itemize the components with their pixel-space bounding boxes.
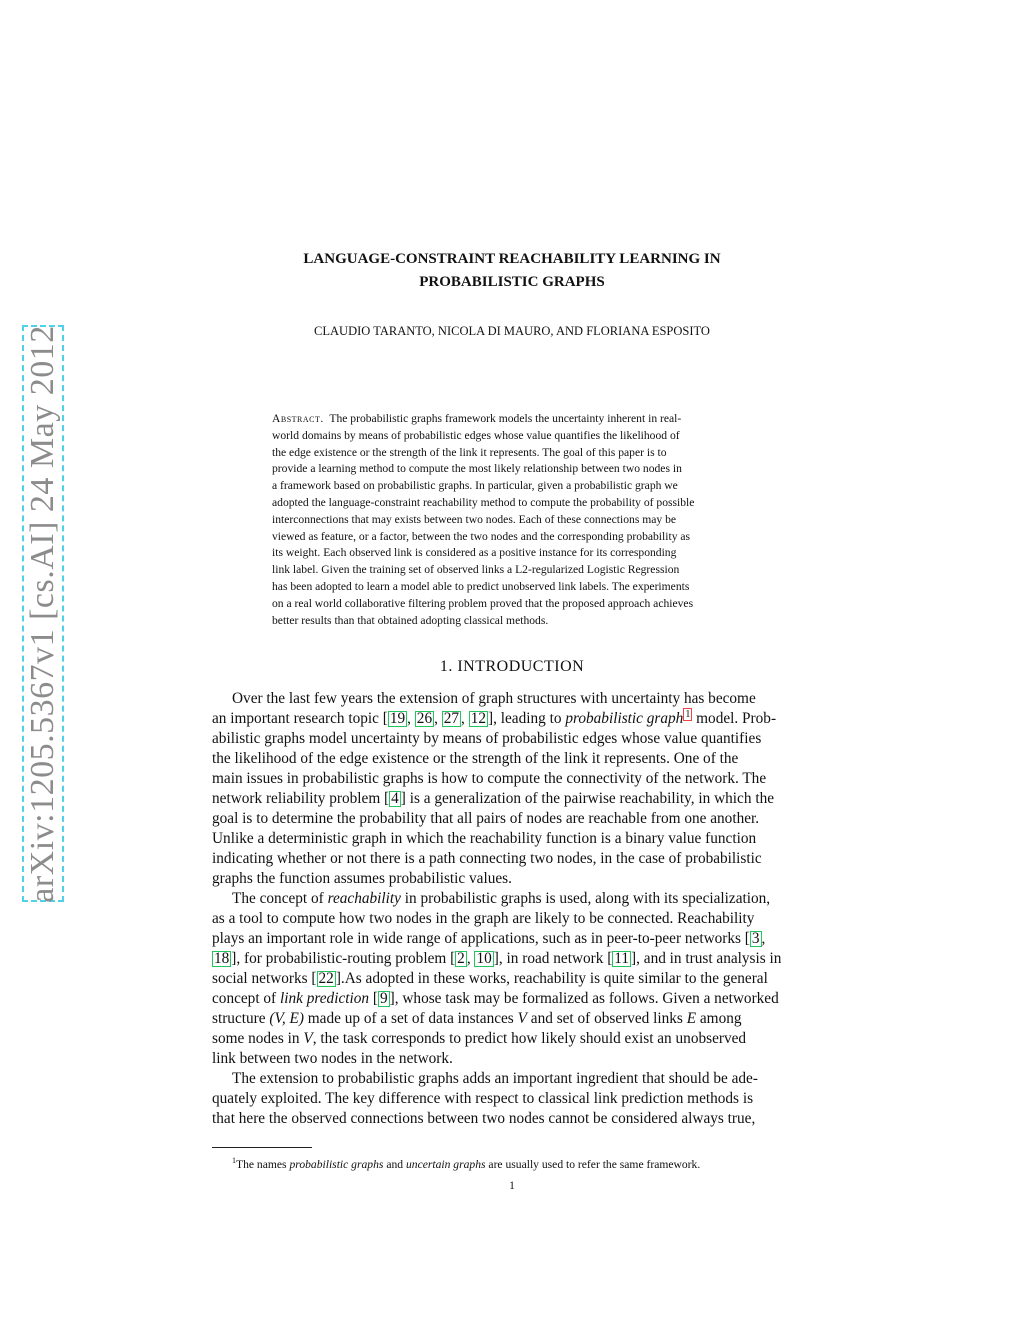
abstract-line: world domains by means of probabilistic edges whose value quantifies the likelihood of bbox=[272, 428, 680, 442]
text-line: The extension to probabilistic graphs adds an important ingredient that should be ade- bbox=[232, 1070, 758, 1087]
section-heading bbox=[212, 658, 812, 676]
text-span: ] is a generalization of the pairwise reachability, in which the bbox=[400, 790, 775, 807]
citation-link[interactable]: 2 bbox=[457, 950, 465, 967]
footnote-text: and bbox=[386, 1157, 404, 1171]
section-title: INTRODUCTION bbox=[457, 658, 585, 675]
text-span: reachability bbox=[327, 890, 401, 907]
text-line: Over the last few years the extension of graph structures with uncertainty has become bbox=[232, 690, 756, 707]
text-span: social networks [ bbox=[212, 970, 317, 987]
paper-title bbox=[212, 248, 812, 294]
citation-link[interactable]: 18 bbox=[214, 950, 230, 967]
text-line bbox=[212, 1009, 813, 1029]
text-span: link prediction bbox=[279, 990, 370, 1007]
math-span: (V, E) bbox=[269, 1010, 304, 1027]
citation-link[interactable]: 10 bbox=[476, 950, 492, 967]
abstract-line: provide a learning method to compute the most likely relationship between two nodes in bbox=[272, 462, 682, 476]
text-span: ], in road network [ bbox=[493, 950, 613, 967]
abstract-line: adopted the language-constraint reachability method to compute the probability of possible bbox=[272, 495, 695, 509]
footnote-divider bbox=[212, 1147, 312, 1148]
text-span: ], and in trust analysis in bbox=[631, 950, 782, 967]
abstract-line: on a real world collaborative filtering problem proved that the proposed approach achieves bbox=[272, 596, 694, 610]
text-span: model. Prob- bbox=[696, 710, 777, 727]
text-line: the likelihood of the edge existence or the strength of the link it represents. One of the bbox=[212, 750, 739, 767]
text-line bbox=[212, 969, 813, 989]
abstract-line bbox=[272, 411, 753, 428]
abstract-line: the edge existence or the strength of the link it represents. The goal of this paper is to bbox=[272, 445, 667, 459]
text-line: indicating whether or not there is a path connecting two nodes, in the case of probabilistic bbox=[212, 850, 762, 867]
text-span: , the task corresponds to predict how likely should exist an unobserved bbox=[312, 1030, 747, 1047]
text-line: an important research topic [ 19 , 26 , 27 , 12 ], leading to probabilistic graph $^1$ model. Prob- bbox=[212, 708, 777, 727]
text-line: graphs the function assumes probabilistic values. bbox=[212, 870, 512, 887]
abstract bbox=[272, 411, 753, 629]
citation-link[interactable]: 9 bbox=[379, 990, 388, 1007]
arxiv-identifier-text: arXiv:1205.5367v1 [cs.AI] 24 May 2012 bbox=[24, 324, 61, 903]
text-line bbox=[212, 1029, 813, 1049]
text-line: plays an important role in wide range of applications, such as in peer-to-peer networks [ 3 , bbox=[212, 930, 766, 947]
text-span: network reliability problem [ bbox=[212, 790, 390, 807]
footnote-text: The names bbox=[236, 1157, 287, 1171]
abstract-line: link label. Given the training set of observed links a L2-regularized Logistic Regression bbox=[272, 563, 680, 577]
abstract-line: its weight. Each observed link is considered as a positive instance for its corresponding bbox=[272, 546, 677, 560]
citation-link[interactable]: 4 bbox=[391, 790, 399, 807]
abstract-line: interconnections that may exists between two nodes. Each of these connections may be bbox=[272, 512, 677, 526]
text-span: made up of a set of data instances bbox=[307, 1010, 514, 1027]
footnote-mark: 1 bbox=[232, 1156, 236, 1165]
text-line bbox=[212, 989, 813, 1009]
text-span: some nodes in bbox=[212, 1030, 300, 1047]
text-span: among bbox=[699, 1010, 742, 1027]
text-span: concept of bbox=[212, 990, 277, 1007]
citation-link[interactable]: 11 bbox=[614, 950, 630, 967]
paper-title-line-1: LANGUAGE-CONSTRAINT REACHABILITY LEARNING IN bbox=[303, 251, 721, 267]
text-span: The concept of bbox=[232, 890, 324, 907]
text-line: main issues in probabilistic graphs is how to compute the connectivity of the network. The bbox=[212, 770, 767, 787]
body-text bbox=[212, 689, 813, 1129]
text-span: ].As adopted in these works, reachability is quite similar to the general bbox=[335, 970, 768, 987]
text-span: and set of observed links bbox=[530, 1010, 683, 1027]
text-span: probabilistic graph bbox=[565, 710, 684, 727]
section-number: 1. bbox=[439, 658, 453, 675]
arxiv-identifier-stamp bbox=[22, 325, 64, 902]
text-span: ], for probabilistic-routing problem [ bbox=[231, 950, 456, 967]
citation-link[interactable]: 22 bbox=[318, 970, 334, 987]
footnote-text: probabilistic graphs bbox=[289, 1157, 384, 1171]
text-line bbox=[212, 789, 813, 809]
paper-authors: CLAUDIO TARANTO, NICOLA DI MAURO, AND FLORIANA ESPOSITO bbox=[314, 324, 710, 338]
text-span: plays an important role in wide range of applications, such as in peer-to-peer networks [ bbox=[212, 930, 750, 947]
text-span: ], whose task may be formalized as follows. Given a networked bbox=[389, 990, 779, 1007]
paper-title-line-2: PROBABILISTIC GRAPHS bbox=[419, 274, 605, 290]
text-line: that here the observed connections between two nodes cannot be considered always true, bbox=[212, 1110, 756, 1127]
citation-link[interactable]: 19 bbox=[389, 710, 406, 727]
citation-link[interactable]: 3 bbox=[751, 930, 760, 947]
text-line: Unlike a deterministic graph in which the reachability function is a binary value function bbox=[212, 830, 757, 847]
abstract-line: viewed as feature, or a factor, between the two nodes and the corresponding probability as bbox=[272, 529, 691, 543]
text-span: ], leading to bbox=[488, 710, 562, 727]
text-line: quately exploited. The key difference with respect to classical link prediction methods is bbox=[212, 1090, 754, 1107]
abstract-line: a framework based on probabilistic graphs. In particular, given a probabilistic graph we bbox=[272, 479, 678, 493]
footnote-link[interactable]: 1 bbox=[685, 708, 691, 720]
text-line bbox=[212, 889, 813, 909]
abstract-line: has been adopted to learn a model able to predict unobserved link labels. The experiments bbox=[272, 579, 690, 593]
citation-link[interactable]: 26 bbox=[416, 710, 433, 727]
text-line: link between two nodes in the network. bbox=[212, 1050, 453, 1067]
math-span: V bbox=[517, 1010, 527, 1027]
footnote bbox=[232, 1156, 700, 1171]
abstract-label: Abstract. bbox=[272, 412, 324, 425]
citation-link[interactable]: 12 bbox=[470, 710, 486, 727]
footnote-text: are usually used to refer the same framework. bbox=[488, 1157, 701, 1171]
text-line: abilistic graphs model uncertainty by means of probabilistic edges whose value quantifies bbox=[212, 730, 762, 747]
text-line: 18 ], for probabilistic-routing problem [ 2 , 10 ], in road network [ 11 ], and in trust analysis in bbox=[214, 950, 782, 967]
abstract-text: The probabilistic graphs framework models the uncertainty inherent in real- bbox=[329, 412, 682, 425]
footnote-text: uncertain graphs bbox=[405, 1157, 486, 1171]
citation-link[interactable]: 27 bbox=[443, 710, 460, 727]
math-span: V bbox=[303, 1030, 313, 1047]
text-line: goal is to determine the probability that all pairs of nodes are reachable from one another. bbox=[212, 810, 760, 827]
abstract-line: better results than that obtained adopting classical methods. bbox=[272, 613, 549, 627]
page-number: 1 bbox=[509, 1180, 515, 1192]
text-line: as a tool to compute how two nodes in the graph are likely to be connected. Reachability bbox=[212, 910, 755, 927]
text-span: in probabilistic graphs is used, along with its specialization, bbox=[404, 890, 771, 907]
text-span: structure bbox=[212, 1010, 266, 1027]
math-span: E bbox=[686, 1010, 697, 1027]
text-span: an important research topic [ bbox=[212, 710, 388, 727]
text-span: [ bbox=[372, 990, 378, 1007]
